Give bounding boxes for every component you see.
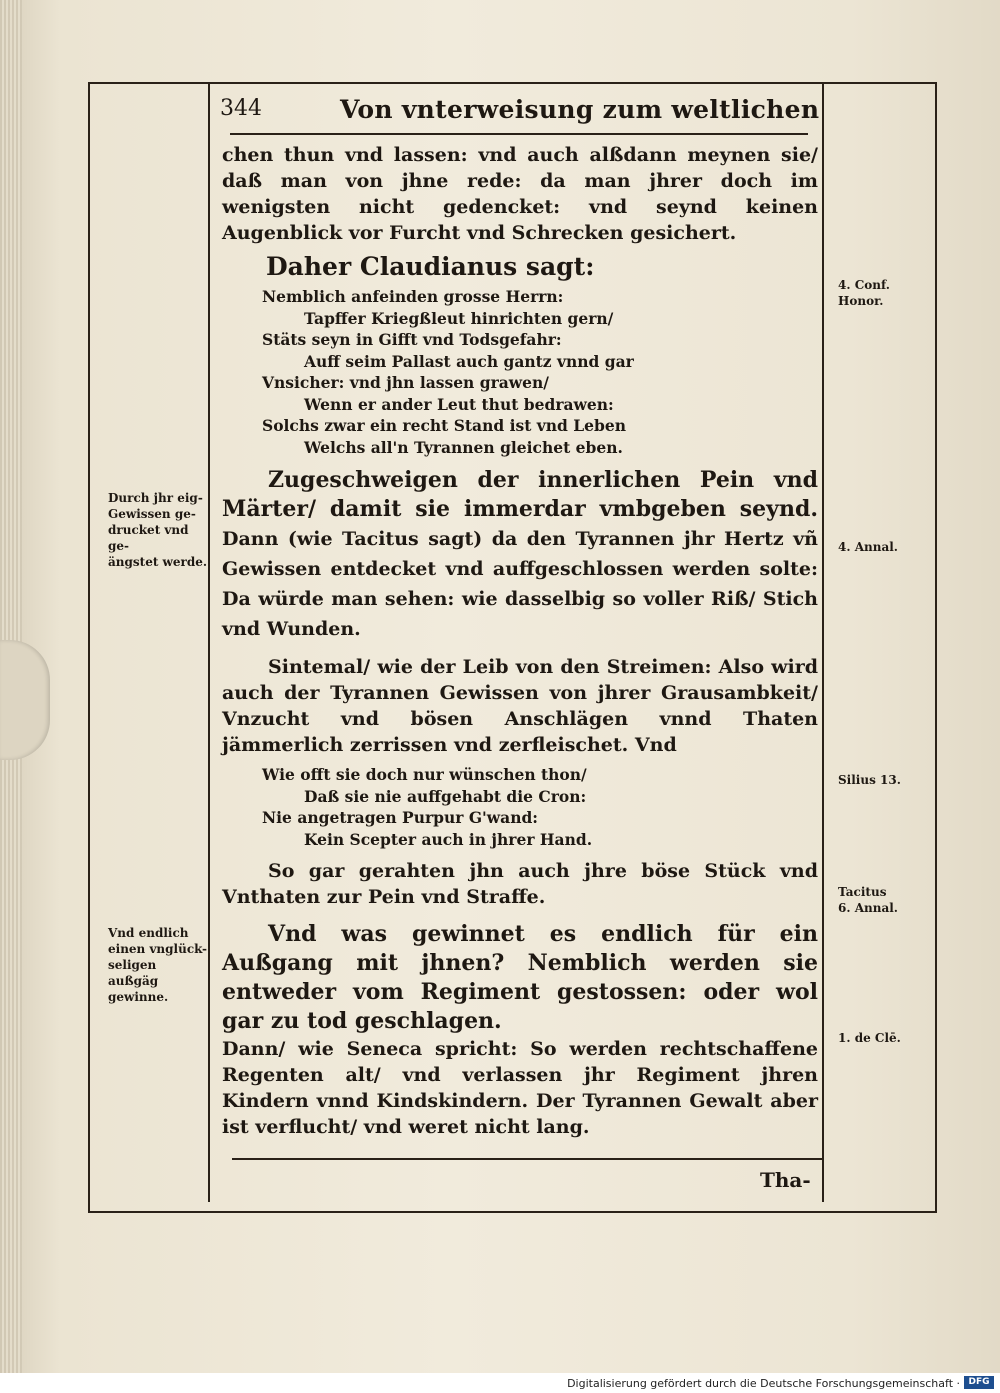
verse-line: Tapffer Kriegßleut hinrichten gern/ [304,308,614,328]
right-marginal-note-5 [838,1030,933,1046]
paragraph-2-continuation: Dann (wie Tacitus sagt) da den Tyrannen jhr Hertz vñ Gewissen entdecket vnd auffgeschlossen werden solte: Da würde man sehen: wie dasselbig so voller Riß/ Stich vnd Wunden. [222,528,818,640]
paragraph-2-lead: Zugeschweigen der innerlichen Pein vnd Märter/ damit sie immerdar vmbgeben seynd. [222,467,818,522]
verse-line: Welchs all'n Tyrannen gleichet eben. [304,437,623,457]
running-title: Von vnterweisung zum weltlichen [340,95,820,124]
note-line: Honor. [838,294,884,308]
note-line: Vnd endlich [108,926,189,940]
verse-line: Kein Scepter auch in jhrer Hand. [304,829,593,849]
note-line: einen vnglück- [108,942,207,956]
note-line: 1. de Clē. [838,1031,901,1045]
paragraph-5-emphasis [222,920,818,1036]
dfg-logo: DFG [964,1376,994,1389]
header-rule [230,133,808,135]
note-line: seligen außgäg [108,958,159,988]
right-marginal-note-2 [838,539,933,555]
right-marginal-note-1 [838,277,933,309]
verse-line: Solchs zwar ein recht Stand ist vnd Leben [262,416,627,435]
digitization-footer [0,1373,1000,1393]
verse-line: Nie angetragen Purpur G'wand: [262,808,539,827]
note-line: Durch jhr eig- [108,491,203,505]
left-marginal-note-2 [108,925,208,1005]
note-line: 6. Annal. [838,901,898,915]
note-line: Tacitus [838,885,887,899]
verse-block-2 [262,764,818,850]
verse-line: Wie offt sie doch nur wünschen thon/ [262,765,587,784]
catchword: Tha- [760,1168,811,1192]
paragraph-3-end: Vnd [634,734,677,756]
paragraph-3 [222,654,818,758]
paragraph-5-lead: Vnd was gewinnet es endlich für ein Außgang mit jhnen? Nemblich werden sie entweder vom Regiment gestossen: oder wol gar zu tod geschlagen. [222,921,818,1034]
section-heading: Daher Claudianus sagt: [266,252,595,281]
note-line: drucket vnd ge- [108,523,189,553]
note-line: 4. Annal. [838,540,898,554]
verse-block-1 [262,286,818,458]
left-marginal-note-1 [108,490,208,570]
right-margin-rule [822,82,824,1202]
page-number: 344 [220,96,262,121]
right-marginal-note-3 [838,772,933,788]
note-line: 4. Conf. [838,278,890,292]
paragraph-5-continuation: Dann/ wie Seneca spricht: So werden rechtschaffene Regenten alt/ vnd verlassen jhr Regiment jhren Kindern vnnd Kindskindern. Der Tyrannen Gewalt aber ist verflucht/ vnd weret nicht lang. [222,1038,818,1138]
note-line: gewinne. [108,990,169,1004]
right-marginal-note-4 [838,884,933,916]
verse-line: Stäts seyn in Gifft vnd Todsgefahr: [262,330,562,349]
paragraph-2-emphasis [222,466,818,644]
verse-line: Auff seim Pallast auch gantz vnnd gar [304,351,634,371]
note-line: Silius 13. [838,773,901,787]
verse-line: Wenn er ander Leut thut bedrawen: [304,394,614,414]
paragraph-1: chen thun vnd lassen: vnd auch alßdann meynen sie/ daß man von jhne rede: da man jhrer doch im wenigsten nicht gedencket: vnd seynd keinen Augenblick vor Furcht vnd Schrecken gesichert. [222,144,818,244]
note-line: Gewissen ge- [108,507,196,521]
paragraph-4: So gar gerahten jhn auch jhre böse Stück vnd Vnthaten zur Pein vnd Straffe. [222,860,818,908]
left-margin-rule [208,82,210,1202]
footer-rule [232,1158,822,1160]
verse-line: Nemblich anfeinden grosse Herrn: [262,287,564,306]
page-tab-strip [0,640,50,760]
verse-line: Vnsicher: vnd jhn lassen grawen/ [262,373,549,392]
paragraph-3-text: Sintemal/ wie der Leib von den Streimen: Also wird auch der Tyrannen Gewissen von jhrer Grausambkeit/ Vnzucht vnd bösen Anschlägen vnnd Thaten jämmerlich zerrissen vnd zerfleischet. [222,656,818,756]
main-text-column [222,142,818,1140]
funding-credit: Digitalisierung gefördert durch die Deutsche Forschungsgemeinschaft · [567,1377,960,1390]
verse-line: Daß sie nie auffgehabt die Cron: [304,786,587,806]
note-line: ängstet werde. [108,555,208,569]
